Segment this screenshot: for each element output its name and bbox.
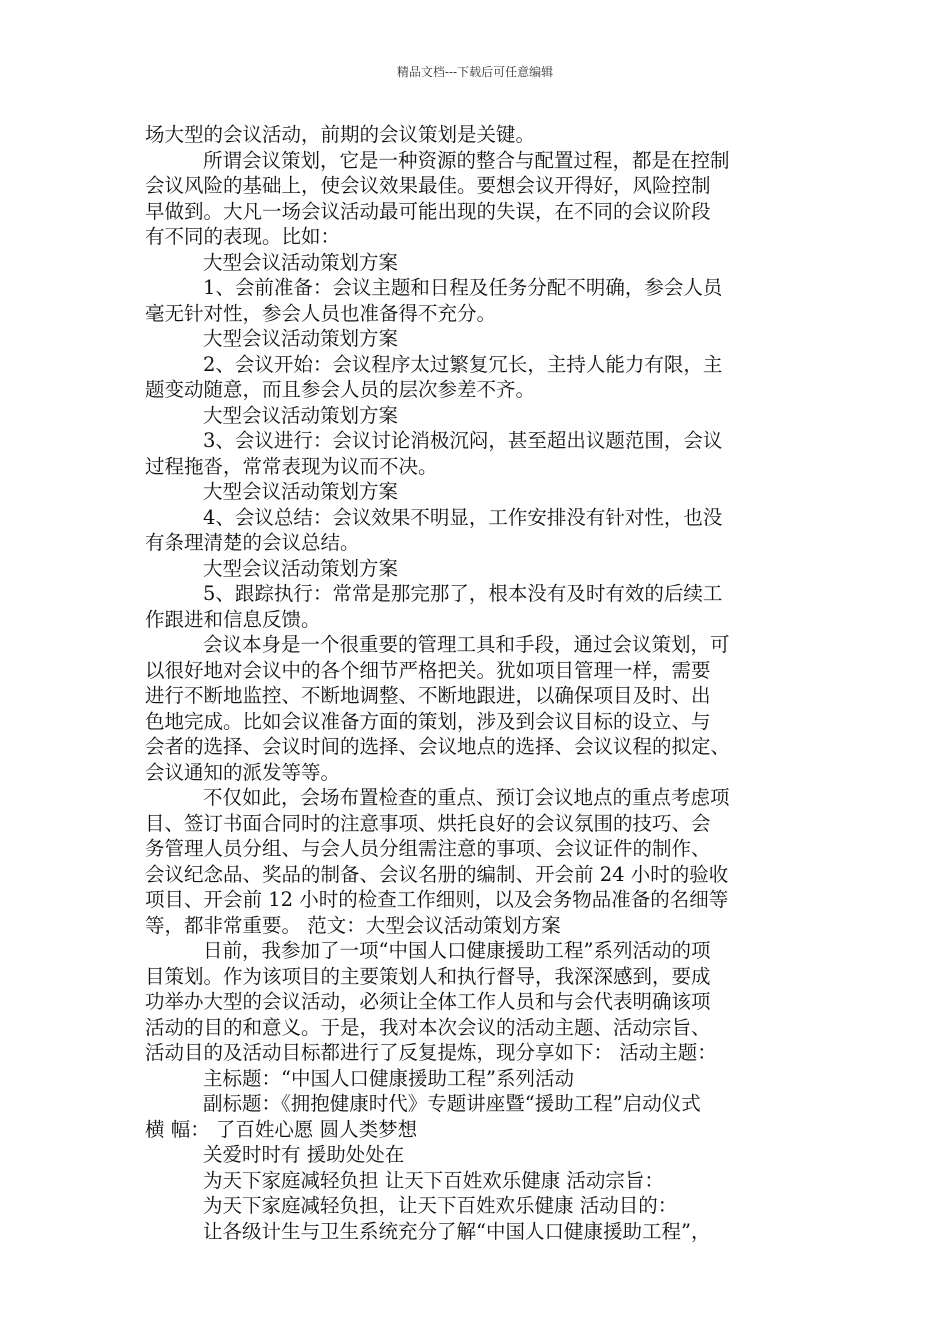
page-header: 精品文档---下载后可任意编辑	[396, 65, 554, 79]
text-line: 大型会议活动策划方案	[203, 480, 399, 503]
text-line: 等，都非常重要。 范文：大型会议活动策划方案	[145, 913, 561, 937]
text-line: 会议风险的基础上，使会议效果最佳。要想会议开得好，风险控制	[145, 174, 711, 197]
text-line: 为天下家庭减轻负担，让天下百姓欢乐健康 活动目的：	[203, 1194, 678, 1217]
text-line: 题变动随意，而且参会人员的层次参差不齐。	[145, 378, 536, 401]
text-line: 有不同的表现。比如：	[145, 225, 341, 248]
text-line: 务管理人员分组、与会人员分组需注意的事项、会议证件的制作、	[145, 837, 711, 860]
document-body	[145, 122, 810, 1244]
text-line: 活动的目的和意义。于是，我对本次会议的活动主题、活动宗旨、	[145, 1015, 711, 1039]
text-line: 副标题：《拥抱健康时代》专题讲座暨“援助工程”启动仪式	[203, 1092, 701, 1115]
text-line: 关爱时时有 援助处处在	[203, 1143, 405, 1166]
text-line: 作跟进和信息反馈。	[145, 607, 321, 631]
text-line: 不仅如此，会场布置检查的重点、预订会议地点的重点考虑项	[203, 786, 730, 809]
text-line: 4、会议总结：会议效果不明显，工作安排没有针对性，也没	[203, 505, 723, 529]
text-line: 早做到。大凡一场会议活动最可能出现的失误，在不同的会议阶段	[145, 199, 711, 223]
text-line: 日前，我参加了一项“中国人口健康援助工程”系列活动的项	[203, 939, 711, 962]
text-line: 所谓会议策划，它是一种资源的整合与配置过程，都是在控制	[203, 148, 730, 172]
text-line: 项目、开会前 12 小时的检查工作细则，以及会务物品准备的名细等	[145, 888, 729, 911]
text-line: 大型会议活动策划方案	[203, 327, 399, 350]
text-line: 功举办大型的会议活动，必须让全体工作人员和与会代表明确该项	[145, 990, 711, 1013]
text-line: 会者的选择、会议时间的选择、会议地点的选择、会议议程的拟定、	[145, 735, 731, 758]
text-line: 有条理清楚的会议总结。	[145, 531, 360, 554]
text-line: 横 幅： 了百姓心愿 圆人类梦想	[145, 1117, 418, 1141]
text-line: 大型会议活动策划方案	[203, 250, 399, 274]
text-line: 场大型的会议活动，前期的会议策划是关键。	[145, 123, 536, 146]
text-line: 大型会议活动策划方案	[203, 556, 399, 580]
text-line: 大型会议活动策划方案	[203, 403, 399, 427]
text-line: 活动目的及活动目标都进行了反复提炼，现分享如下： 活动主题：	[145, 1041, 717, 1064]
text-line: 目策划。作为该项目的主要策划人和执行督导，我深深感到，要成	[145, 964, 711, 988]
text-line: 2、会议开始：会议程序太过繁复冗长，主持人能力有限，主	[203, 352, 723, 376]
text-line: 色地完成。比如会议准备方面的策划，涉及到会议目标的设立、与	[145, 709, 711, 733]
text-line: 会议本身是一个很重要的管理工具和手段，通过会议策划，可	[203, 633, 730, 656]
text-line: 5、跟踪执行：常常是那完那了，根本没有及时有效的后续工	[203, 582, 723, 605]
text-line: 过程拖沓，常常表现为议而不决。	[145, 454, 438, 478]
text-line: 3、会议进行：会议讨论消极沉闷，甚至超出议题范围，会议	[203, 429, 723, 452]
text-line: 为天下家庭减轻负担 让天下百姓欢乐健康 活动宗旨：	[203, 1168, 664, 1192]
text-line: 会议通知的派发等等。	[145, 760, 341, 784]
text-line: 1、会前准备：会议主题和日程及任务分配不明确，参会人员	[203, 276, 723, 299]
text-line: 进行不断地监控、不断地调整、不断地跟进，以确保项目及时、出	[145, 684, 711, 707]
text-line: 让各级计生与卫生系统充分了解“中国人口健康援助工程”，	[203, 1219, 711, 1243]
text-line: 目、签订书面合同时的注意事项、烘托良好的会议氛围的技巧、会	[145, 811, 711, 835]
text-line: 主标题：“中国人口健康援助工程”系列活动	[203, 1066, 574, 1090]
text-line: 会议纪念品、奖品的制备、会议名册的编制、开会前 24 小时的验收	[145, 862, 729, 886]
text-line: 以很好地对会议中的各个细节严格把关。犹如项目管理一样，需要	[145, 658, 711, 682]
text-line: 毫无针对性，参会人员也准备得不充分。	[145, 301, 497, 325]
